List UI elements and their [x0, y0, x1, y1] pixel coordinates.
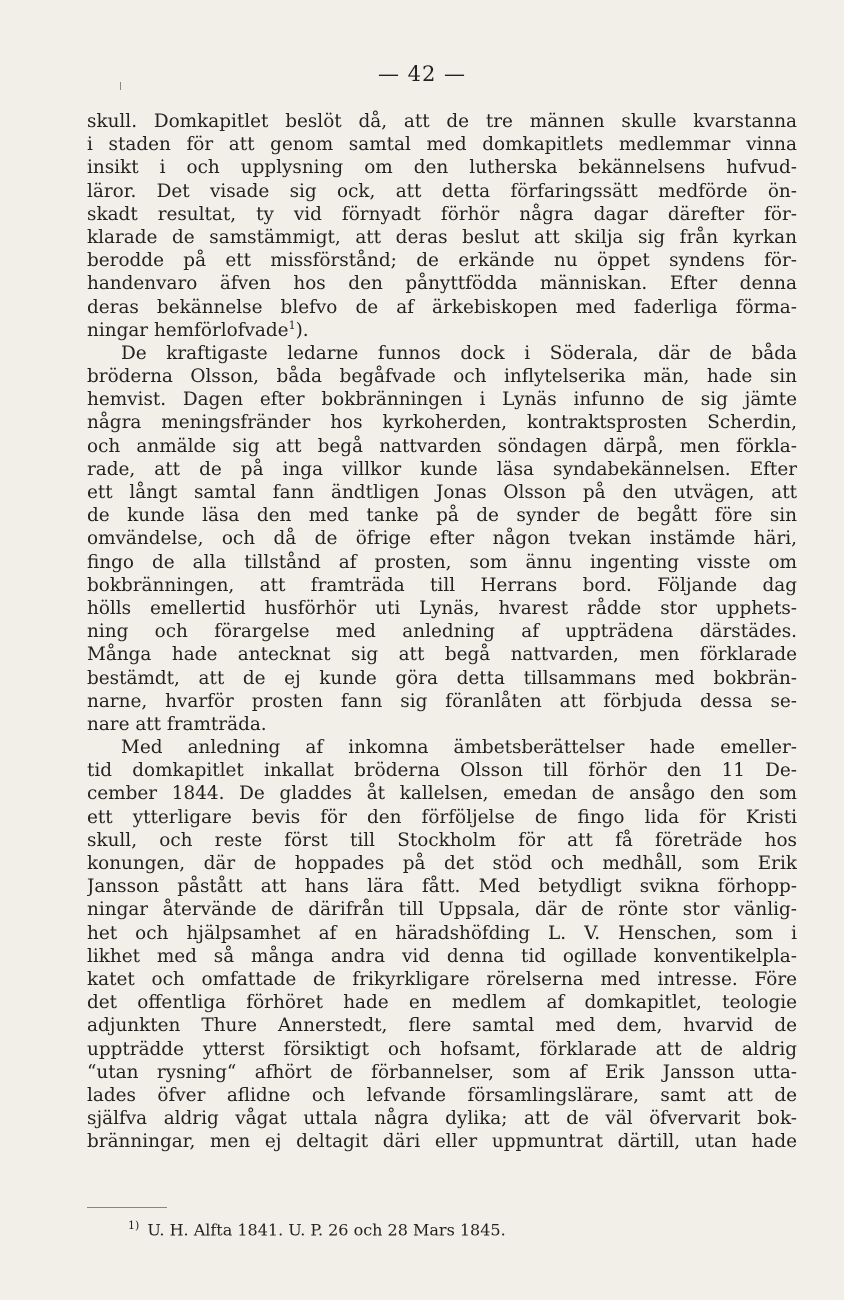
text-line — [87, 527, 797, 550]
footnote-divider — [87, 1207, 167, 1208]
text-line-content: ett ytterligare bevis för den förföljelse de fingo lida för Kristi — [87, 806, 797, 828]
text-line — [87, 110, 797, 133]
text-line — [87, 435, 797, 458]
text-line — [87, 458, 797, 481]
text-line — [87, 156, 797, 179]
text-line-content: omvändelse, och då de öfrige efter någon tvekan instämde häri, — [87, 528, 797, 550]
text-line — [87, 945, 797, 968]
text-line-content: deras bekännelse blefvo de af ärkebiskopen med faderliga förma- — [87, 296, 797, 318]
text-line — [87, 481, 797, 504]
text-line — [87, 319, 797, 342]
text-line — [87, 759, 797, 782]
text-line — [87, 1084, 797, 1107]
text-line-content: adjunkten Thure Annerstedt, flere samtal med dem, hvarvid de — [87, 1015, 797, 1037]
text-line-content: het och hjälpsamhet af en häradshöfding L. V. Henschen, som i — [87, 922, 797, 944]
text-line — [87, 968, 797, 991]
text-line-content: ningar hemförlofvade — [87, 319, 289, 341]
text-line-content: handenvaro äfven hos den pånyttfödda människan. Efter denna — [87, 273, 797, 295]
text-line-content: ning och förargelse med anledning af uppträdena därstädes. — [87, 621, 797, 643]
text-line-content: katet och omfattade de frikyrkligare rörelserna med intresse. Före — [87, 968, 797, 990]
text-line — [87, 180, 797, 203]
text-line — [87, 411, 797, 434]
text-line — [87, 249, 797, 272]
text-line-content: skadt resultat, ty vid förnyadt förhör några dagar därefter för- — [87, 203, 797, 225]
text-line — [87, 1061, 797, 1084]
text-line-content: De kraftigaste ledarne funnos dock i Söderala, där de båda — [121, 342, 797, 364]
text-line — [87, 272, 797, 295]
text-line — [87, 667, 797, 690]
text-line — [87, 226, 797, 249]
text-line-content: tid domkapitlet inkallat bröderna Olsson till förhör den 11 De- — [87, 760, 797, 782]
text-line — [87, 1038, 797, 1061]
text-line-content: läror. Det visade sig ock, att detta förfaringssätt medförde ön- — [87, 180, 797, 202]
footnote — [128, 1216, 506, 1240]
footnote-mark: 1) — [128, 1219, 140, 1232]
text-line — [87, 713, 797, 736]
text-line — [87, 991, 797, 1014]
text-line — [87, 852, 797, 875]
text-line-content: cember 1844. De gladdes åt kallelsen, emedan de ansågo den som — [87, 783, 797, 805]
text-line — [87, 1014, 797, 1037]
text-line — [87, 365, 797, 388]
text-line-content: de kunde läsa den med tanke på de synder de begått före sin — [87, 505, 797, 527]
text-line-content: narne, hvarför prosten fann sig föranlåten att förbjuda dessa se- — [87, 690, 797, 712]
text-line — [87, 922, 797, 945]
text-line-content: insikt i och upplysning om den lutherska bekännelsens hufvud- — [87, 157, 797, 179]
text-line-content: bröderna Olsson, båda begåfvade och inflytelserika män, hade sin — [87, 366, 797, 388]
text-line-content: Med anledning af inkomna ämbetsberättelser hade emeller- — [121, 737, 797, 759]
text-line-content: fingo de alla tillstånd af prosten, som ännu ingenting visste om — [87, 551, 797, 573]
text-line-content: ett långt samtal fann ändtligen Jonas Olsson på den utvägen, att — [87, 482, 797, 503]
text-line-content: bestämdt, att de ej kunde göra detta tillsammans med bokbrän- — [87, 667, 797, 689]
text-line — [87, 690, 797, 713]
text-line — [87, 551, 797, 574]
page-number: — 42 — — [377, 62, 467, 86]
text-line-content: hölls emellertid husförhör uti Lynäs, hvarest rådde stor upphets- — [87, 597, 797, 619]
body-text — [87, 110, 797, 1153]
text-line — [87, 898, 797, 921]
text-line — [87, 133, 797, 156]
text-line-content: konungen, där de hoppades på det stöd och medhåll, som Erik — [87, 853, 797, 874]
text-line-content: nare att framträda. — [87, 713, 267, 735]
text-line — [87, 1130, 797, 1153]
text-line — [87, 504, 797, 527]
text-line — [87, 1107, 797, 1130]
text-line-content: lades öfver aflidne och lefvande församlingslärare, samt att de — [87, 1084, 797, 1106]
footnote-reference: 1 — [288, 318, 296, 332]
text-line — [87, 829, 797, 852]
text-line — [87, 203, 797, 226]
text-line — [87, 342, 797, 365]
text-line — [87, 806, 797, 829]
text-line-content: i staden för att genom samtal med domkapitlets medlemmar vinna — [87, 134, 797, 156]
text-line-content: själfva aldrig vågat uttala några dylika; att de väl öfvervarit bok- — [87, 1108, 797, 1130]
text-line-content: bokbränningen, att framträda till Herrans bord. Följande dag — [87, 574, 797, 596]
text-line — [87, 597, 797, 620]
text-line-content: likhet med så många andra vid denna tid ogillade konventikelpla- — [87, 945, 797, 967]
text-line — [87, 643, 797, 666]
text-line-content: några meningsfränder hos kyrkoherden, kontraktsprosten Scherdin, — [87, 412, 797, 434]
text-line-content: berodde på ett missförstånd; de erkände nu öppet syndens för- — [87, 250, 797, 272]
text-line-content: klarade de samstämmigt, att deras beslut att skilja sig från kyrkan — [87, 226, 797, 248]
text-line-content: bränningar, men ej deltagit däri eller uppmuntrat därtill, utan hade — [87, 1131, 797, 1153]
text-line — [87, 574, 797, 597]
text-line-content: skull, och reste först till Stockholm för att få företräde hos — [87, 829, 797, 851]
text-line — [87, 620, 797, 643]
text-line — [87, 388, 797, 411]
text-line-content: hemvist. Dagen efter bokbränningen i Lynäs infunno de sig jämte — [87, 389, 797, 411]
text-line-content: Jansson påstått att hans lära fått. Med betydligt svikna förhopp- — [87, 876, 797, 898]
text-line-content: och anmälde sig att begå nattvarden söndagen därpå, men förkla- — [87, 435, 797, 457]
text-line-content: ningar återvände de därifrån till Uppsala, där de rönte stor vänlig- — [87, 899, 797, 921]
text-line — [87, 736, 797, 759]
text-line-content: “utan rysning“ afhört de förbannelser, som af Erik Jansson utta- — [87, 1061, 797, 1083]
text-line-suffix: ). — [295, 319, 309, 341]
text-line-content: uppträdde ytterst försiktigt och hofsamt, förklarade att de aldrig — [87, 1038, 797, 1060]
text-line — [87, 782, 797, 805]
text-line — [87, 875, 797, 898]
text-line — [87, 296, 797, 319]
text-line-content: Många hade antecknat sig att begå nattvarden, men förklarade — [87, 644, 797, 666]
text-line-content: rade, att de på inga villkor kunde läsa syndabekännelsen. Efter — [87, 458, 797, 480]
text-line-content: skull. Domkapitlet beslöt då, att de tre männen skulle kvarstanna — [87, 111, 797, 132]
text-line-content: det offentliga förhöret hade en medlem af domkapitlet, teologie — [87, 992, 797, 1014]
footnote-text: U. H. Alfta 1841. U. P. 26 och 28 Mars 1845. — [147, 1220, 506, 1240]
